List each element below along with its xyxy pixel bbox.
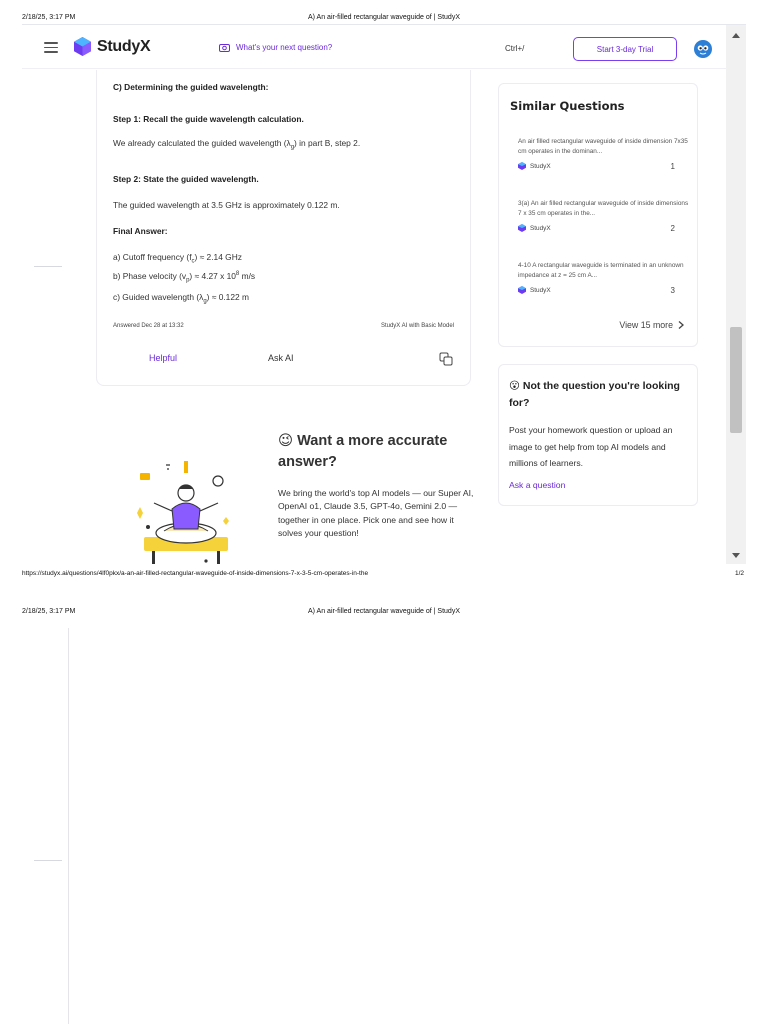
studyx-source-icon <box>518 162 526 170</box>
similar-question-number: 3 <box>670 286 675 295</box>
promo-text: We bring the world's top AI models — our Super AI, OpenAI o1, Claude 3.5, GPT-4o, Gemini 2.0 — together in one place. Pick one and see how it solves your question! <box>278 488 474 539</box>
similar-question-item[interactable] <box>518 261 690 297</box>
similar-questions-panel <box>498 83 698 347</box>
keyboard-shortcut: Ctrl+/ <box>505 44 525 53</box>
similar-question-text: 4-10 A rectangular waveguide is terminated in an unknown impedance at z = 25 cm A... <box>518 262 684 279</box>
vertical-scrollbar[interactable] <box>726 25 746 564</box>
wink-emoji-icon: 😉 <box>278 433 294 449</box>
similar-question-source: StudyX <box>530 224 551 232</box>
print-url: https://studyx.ai/questions/4lf0pkx/a-an-air-filled-rectangular-waveguide-of-inside-dimensions-7-x-3-5-cm-operates-in-the <box>22 570 369 577</box>
print-title: A) An air-filled rectangular waveguide of | StudyX <box>307 14 460 21</box>
print-date: 2/18/25, 3:17 PM <box>22 14 76 21</box>
scroll-up-arrow-icon[interactable] <box>732 33 740 38</box>
chevron-right-icon <box>678 321 684 329</box>
question-search-input[interactable] <box>219 43 332 52</box>
question-search-placeholder: What's your next question? <box>236 43 333 52</box>
print-page-number: 1/2 <box>734 570 744 577</box>
camera-icon <box>219 43 230 52</box>
step1-heading: Step 1: Recall the guide wavelength calculation. <box>113 114 304 124</box>
menu-icon[interactable] <box>44 42 58 53</box>
step1-text: We already calculated the guided wavelength $(\lambda_g)$ in part B, step 2. <box>113 138 361 151</box>
similar-question-number: 2 <box>670 224 675 233</box>
studyx-logo[interactable] <box>74 37 150 56</box>
step2-heading: Step 2: State the guided wavelength. <box>113 174 259 184</box>
brand-name: StudyX <box>97 37 151 55</box>
accurate-answer-promo <box>122 425 482 564</box>
section-c-heading: C) Determining the guided wavelength: <box>113 82 269 92</box>
studyx-source-icon <box>518 286 526 294</box>
scroll-down-arrow-icon[interactable] <box>732 553 740 558</box>
not-the-question-panel <box>498 364 698 506</box>
similar-questions-title: Similar Questions <box>510 99 625 113</box>
surprised-emoji-icon: 😮 <box>509 380 520 392</box>
final-answer-b: b) Phase velocity $(v_p) \approx 4.27$ x $10^8$ m/s <box>113 271 256 284</box>
similar-question-number: 1 <box>670 162 675 171</box>
model-label: StudyX AI with Basic Model <box>380 323 454 329</box>
similar-question-text: An air filled rectangular waveguide of inside dimension 7x35 cm operates in the dominan... <box>518 138 688 155</box>
view-more-label: View 15 more <box>619 320 673 330</box>
page2-sidebar-border <box>68 628 69 1024</box>
ask-a-question-link[interactable]: Ask a question <box>509 480 566 490</box>
print-title: A) An air-filled rectangular waveguide of | StudyX <box>307 608 460 615</box>
view-more-link[interactable] <box>619 320 684 330</box>
copy-icon[interactable] <box>439 352 453 366</box>
similar-question-item[interactable] <box>518 199 690 235</box>
similar-question-source: StudyX <box>530 286 551 294</box>
final-answer-a: a) Cutoff frequency $(f_c) \approx 2.14$ GHz <box>113 252 242 265</box>
not-the-question-title: 😮 Not the question you're looking for? <box>509 380 680 409</box>
answered-date: Answered Dec 28 at 13:32 <box>113 323 184 329</box>
user-avatar[interactable] <box>694 40 712 58</box>
similar-question-source: StudyX <box>530 162 551 170</box>
studyx-source-icon <box>518 224 526 232</box>
meditating-person-illustration <box>134 457 238 564</box>
similar-question-text: 3(a) An air filled rectangular waveguide of inside dimensions 7 x 35 cm operates in the... <box>518 200 689 217</box>
sidebar-divider <box>34 266 62 267</box>
top-navigation-bar <box>22 25 726 69</box>
ask-ai-button[interactable]: Ask AI <box>268 353 294 363</box>
start-trial-button[interactable]: Start 3-day Trial <box>573 37 677 61</box>
print-header-page-2 <box>0 608 768 622</box>
studyx-logo-icon <box>74 37 91 56</box>
final-answer-c: c) Guided wavelength $(\lambda_g) \approx 0.122$ m <box>113 292 249 305</box>
not-the-question-text: Post your homework question or upload an image to get help from top AI models and millions of learners. <box>509 425 673 468</box>
helpful-button[interactable]: Helpful <box>149 353 178 363</box>
scrollbar-thumb[interactable] <box>730 327 742 433</box>
step2-text: The guided wavelength at 3.5 GHz is approximately 0.122 m. <box>113 200 340 210</box>
promo-title: 😉 Want a more accurate answer? <box>278 433 448 470</box>
browser-viewport <box>22 24 746 564</box>
similar-question-item[interactable] <box>518 137 690 173</box>
final-answer-heading: Final Answer: <box>113 226 168 236</box>
print-date: 2/18/25, 3:17 PM <box>22 608 76 615</box>
sidebar-divider <box>34 860 62 861</box>
answer-card <box>96 70 471 386</box>
